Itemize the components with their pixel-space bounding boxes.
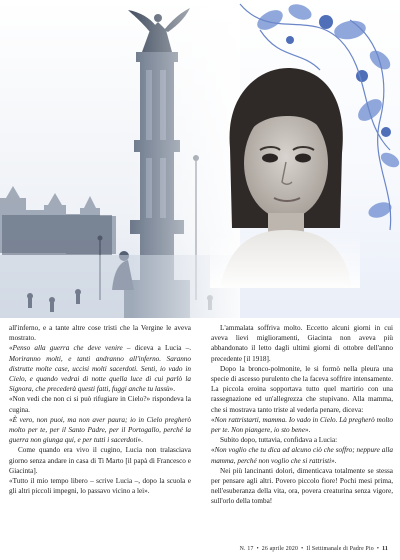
quote-italic: Non voglio che tu dica ad alcuno ciò che soffro; neppure alla mamma, perché non voglio che si rattristi [211,446,393,465]
text-span: ». [137,436,143,445]
quote-italic: È vero, non puoi, ma non aver paura; io in Cielo pregherò molto per te, per il Santo Padre, per il Portogallo, perché la guerra non giunga qui, e per tutti i sacerdoti [9,415,191,445]
text-span: ». [304,426,311,435]
paragraph: «Tutto il mio tempo libero – scrive Lucia –, dopo la scuola e gli altri piccoli impegni, lo passavo vicino a lei». [9,477,191,496]
paris-monument-photo [0,0,240,318]
text-column-right [211,323,393,507]
issue-date: 26 aprile 2020 [261,546,299,552]
quote-italic: Penso alla guerra che deve venire [12,344,123,353]
paragraph: all'inferno, e a tante altre cose tristi che la Vergine le aveva mostrato. [9,324,191,343]
paragraph: Dopo la bronco-polmonite, le si formò nella pleura una specie di ascesso purulento che la faceva soffrire intensamente. La piccola eroina sopportava tutto quel martirio con una rassegnazione ed un'allegrezza che stupivano. Alla mamma, che si mostrava tanto triste al vederla penare, diceva: [211,364,393,414]
text-span: « [9,415,13,424]
page-number: 11 [382,546,388,552]
publication-name: Il Settimanale di Padre Pio [306,546,374,552]
quote-italic: Non rattristarti, mamma. Io vado in Cielo. Là pregherò molto per te. Non piangere, io sto bene [211,415,393,435]
paragraph [9,343,191,394]
text-span: « [211,415,215,424]
paragraph: Subito dopo, tuttavia, confidava a Lucia: [220,436,338,445]
girl-portrait [210,58,360,288]
quote-italic: Moriranno molti, e tanti andranno all'inferno. Saranno distrutte molte case, uccisi molti sacerdoti. Senti, io vado in Cielo, e quando vedrai di notte quella luce di cui parlò la Signora, che precederà questi fatti, fuggi anche tu lassù [9,354,191,394]
paragraph [211,415,393,435]
separator: • [256,546,259,552]
paragraph: «Non vedi che non ci si può rifugiare in Cielo?» rispondeva la cugina. [9,395,191,414]
text-span: ». [331,456,337,465]
text-span: – diceva a Lucia –. [122,344,191,353]
paragraph [9,415,191,446]
issue-number: N. 17 [239,546,254,552]
paragraph: L'ammalata soffriva molto. Eccetto alcuni giorni in cui aveva lievi miglioramenti, Giacinta non aveva più abbandonato il letto dagli ultimi giorni di ottobre dell'anno precedente [il 1918]. [211,324,393,363]
text-span: « [9,344,13,353]
text-column-left [9,323,191,496]
page-footer [0,546,400,560]
paragraph: Nei più lancinanti dolori, dimenticava totalmente se stessa per pensare agli altri. Povero piccolo fiore! Pochi mesi prima, nell'esuberanza della vita, ora, povera creaturina senza vigore, sull'orlo della tomba! [211,466,393,506]
separator: • [376,546,380,552]
paragraph [211,445,393,465]
paragraph: Come quando era vivo il cugino, Lucia non tralasciava giorno senza andare in casa di Ti Marto [il papà di Francesco e Giacinta]. [9,446,191,475]
text-span: « [211,446,215,455]
separator: • [301,546,304,552]
text-span: ». [169,385,176,394]
